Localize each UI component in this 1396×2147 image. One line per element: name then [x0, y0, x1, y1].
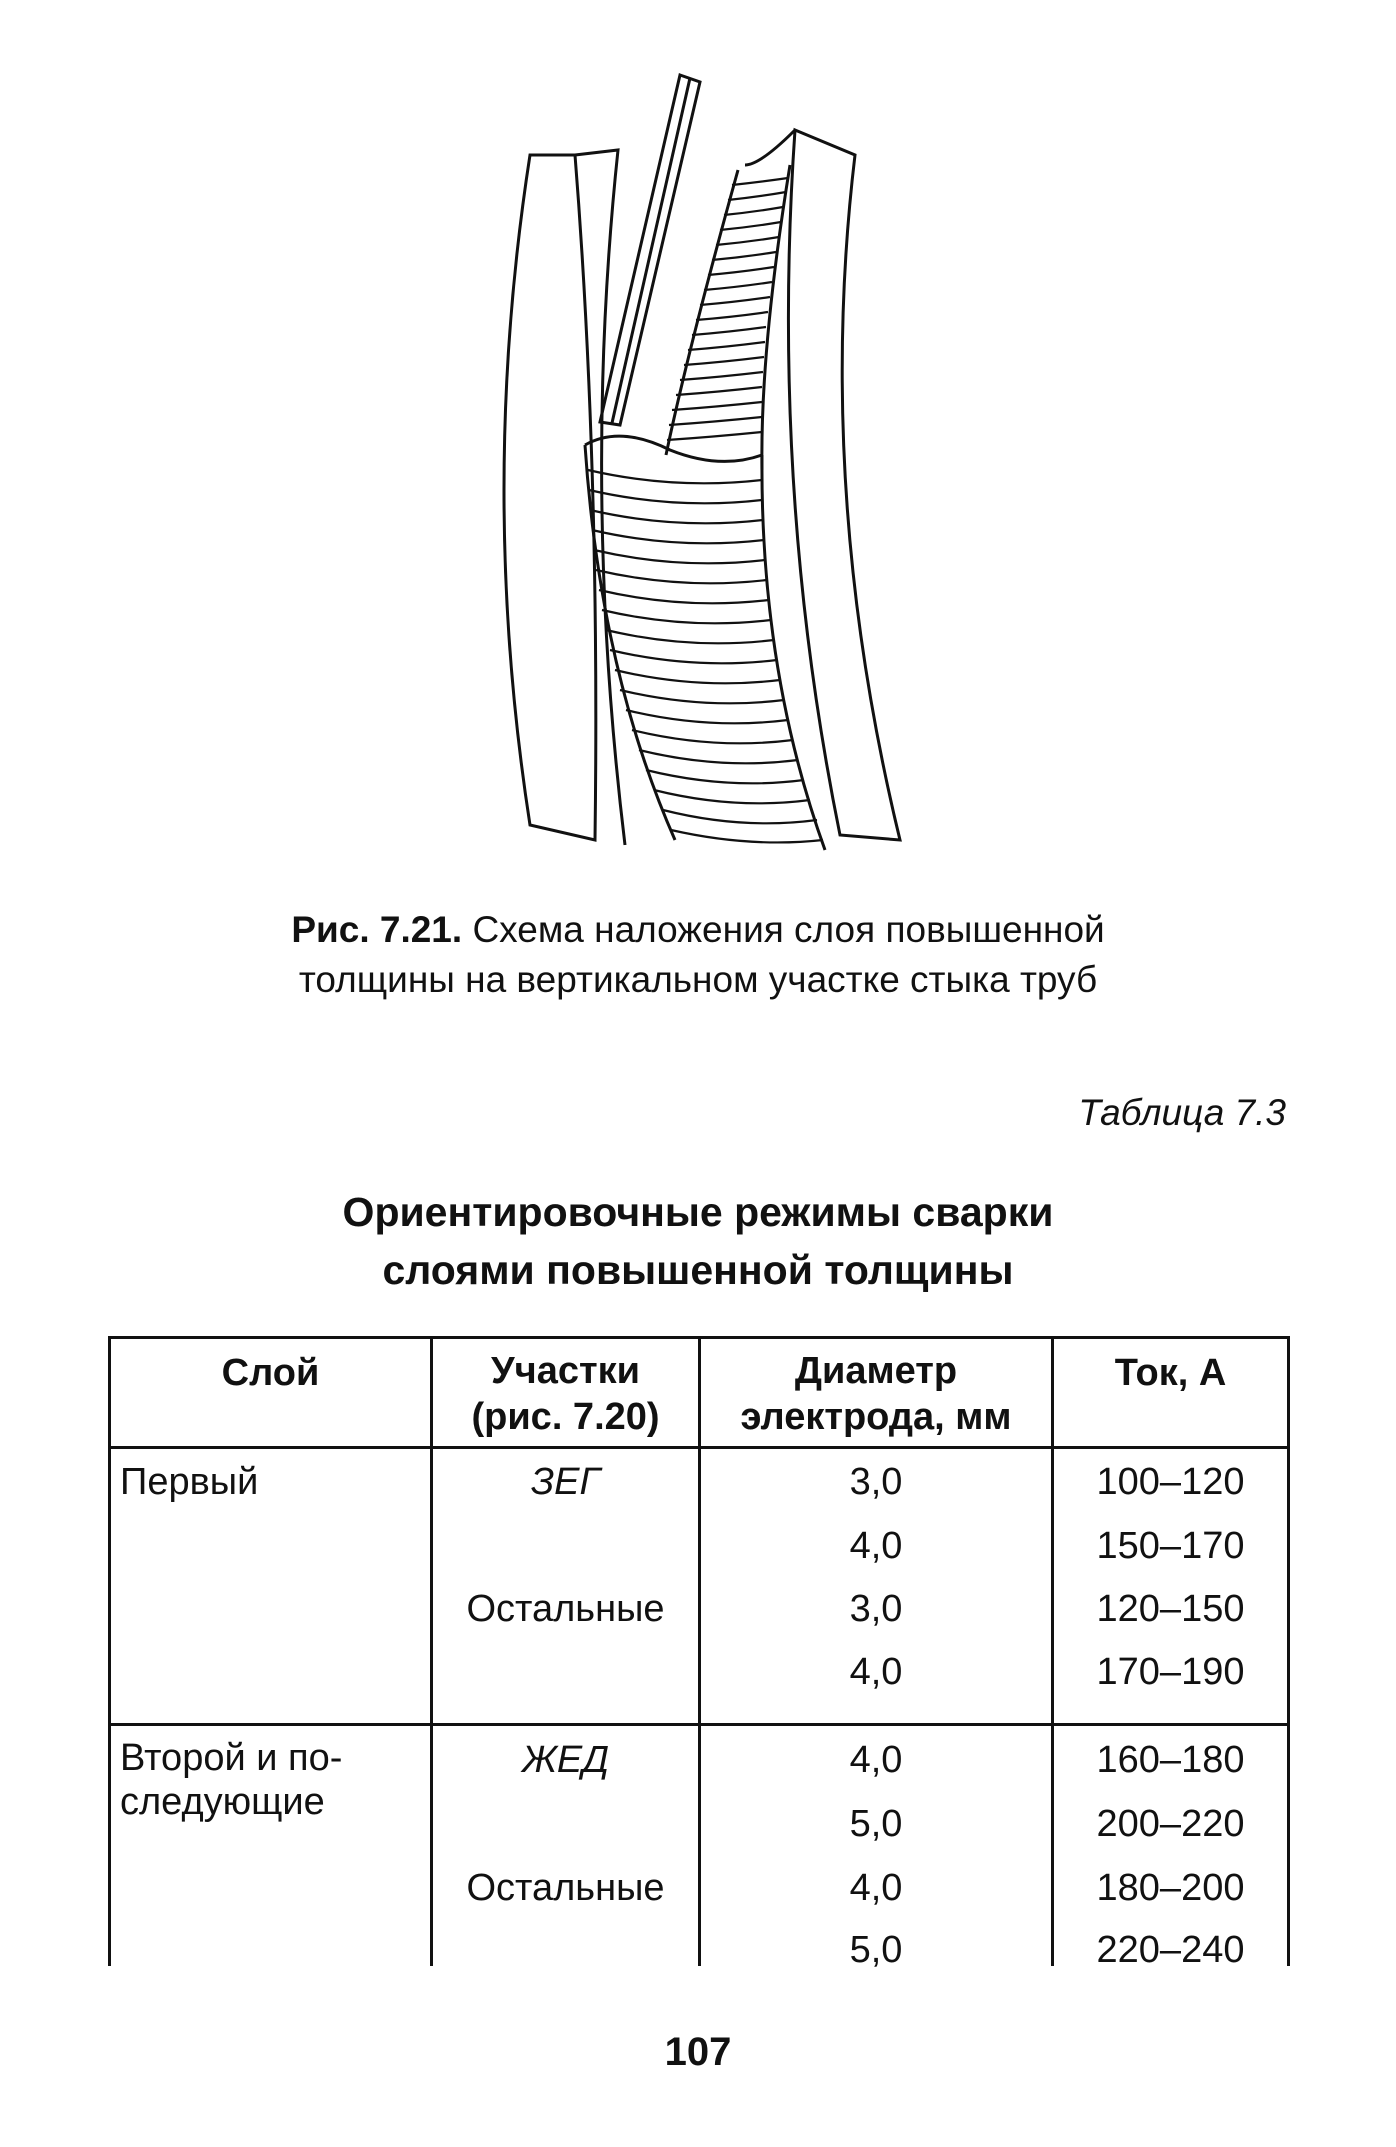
table-right-rule [1287, 1336, 1290, 1966]
table-cell-diameter: 3,0 [849, 1588, 903, 1630]
header-layer: Слой [221, 1352, 320, 1394]
table-cell-current: 100–120 [1096, 1461, 1245, 1503]
table-cell-current: 150–170 [1096, 1525, 1245, 1567]
table-cell-current: 160–180 [1096, 1739, 1245, 1781]
table-title-line-2: слоями повышенной толщины [382, 1247, 1014, 1293]
table-left-rule [108, 1336, 111, 1966]
table-cell-current: 120–150 [1096, 1588, 1245, 1630]
table-cell-diameter: 4,0 [849, 1525, 903, 1567]
table-cell-current: 220–240 [1096, 1929, 1245, 1971]
table-cell-current: 200–220 [1096, 1803, 1245, 1845]
caption-line-2: толщины на вертикальном участке стыка труб [298, 959, 1098, 1000]
table-cell-diameter: 4,0 [849, 1739, 903, 1781]
table-cell-current: 180–200 [1096, 1867, 1245, 1909]
header-diameter-line-1: Диаметр [794, 1350, 958, 1392]
header-areas [433, 1348, 698, 1440]
table-cell-area: ЖЕД [522, 1739, 609, 1781]
welding-modes-table [108, 1336, 1290, 1971]
table-cell-diameter: 5,0 [849, 1929, 903, 1971]
pipe-weld-layer-illustration [470, 70, 930, 870]
caption-text-1: Схема наложения слоя повышенной [472, 909, 1105, 950]
header-diameter [701, 1348, 1051, 1440]
page-number: 107 [664, 2030, 732, 2074]
header-current: Ток, А [1114, 1352, 1227, 1394]
table-cell-current: 170–190 [1096, 1651, 1245, 1693]
header-areas-line-1: Участки [491, 1350, 640, 1392]
header-areas-line-2: (рис. 7.20) [471, 1396, 660, 1438]
caption-line-1 [160, 905, 1236, 955]
layer-second-line-1: Второй и по- [120, 1737, 343, 1779]
table-title-line-1: Ориентировочные режимы сварки [342, 1189, 1054, 1235]
figure-caption [160, 905, 1236, 1005]
table-cell-area: Остальные [466, 1588, 665, 1630]
table-label: Таблица 7.3 [1078, 1092, 1286, 1133]
pipe-weld-figure [470, 70, 930, 870]
figure-number: Рис. 7.21. [291, 909, 463, 950]
table-cell-area: Остальные [466, 1867, 665, 1909]
header-diameter-line-2: электрода, мм [740, 1396, 1012, 1438]
table-title [160, 1183, 1236, 1299]
table-cell-area: ЗЕГ [530, 1461, 601, 1503]
layer-first: Первый [120, 1461, 259, 1503]
table-cell-diameter: 3,0 [849, 1461, 903, 1503]
layer-second-line-2: следующие [120, 1781, 325, 1823]
table-cell-diameter: 4,0 [849, 1867, 903, 1909]
layer-second-and-following [120, 1736, 420, 1824]
table-cell-diameter: 4,0 [849, 1651, 903, 1693]
table-cell-diameter: 5,0 [849, 1803, 903, 1845]
